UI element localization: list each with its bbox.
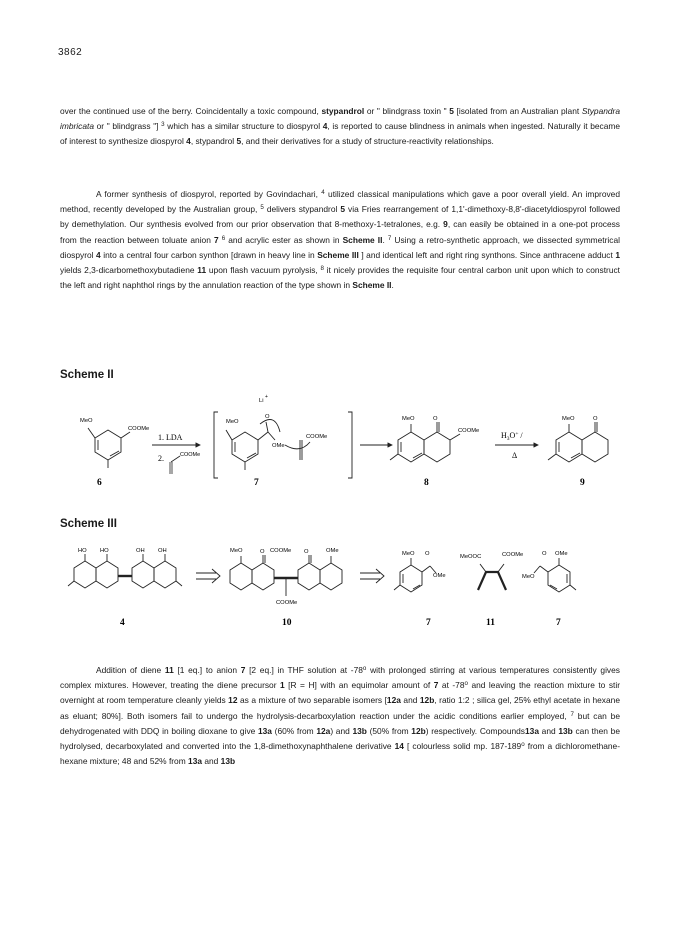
hydroxy-label: OH [136, 548, 145, 554]
text-run: [1 eq.] to anion [173, 665, 241, 675]
compound-6-label: 6 [97, 478, 102, 488]
text-run: Addition of diene [96, 665, 165, 675]
meo-label: MeO [402, 416, 415, 422]
bold-text: 13a [188, 756, 203, 767]
text-run: . [391, 280, 394, 291]
text-run: , stypandrol [190, 136, 237, 147]
compound-6-structure [88, 428, 130, 468]
retrosynthetic-arrow [360, 569, 384, 583]
compound-4-structure [68, 554, 182, 588]
paragraph-2 [60, 187, 620, 293]
compound-9-label: 9 [580, 478, 585, 488]
text-run: Using a retro-synthetic approach, we dissected symmetrical diospyrol [60, 234, 620, 260]
meo-label: MeO [402, 551, 415, 557]
text-run: or " blindgrass "] [93, 121, 162, 132]
text-run: and leaving the reaction mixture to stir overnight at room temperature cleanly yields [60, 680, 621, 706]
scheme-2-diagram [0, 390, 680, 500]
text-run: and [538, 725, 559, 736]
page-number: 3862 [58, 47, 83, 58]
compound-11-structure [478, 572, 506, 590]
text-run: from a dichloromethane-hexane mixture; 48 and 52% from [60, 741, 620, 767]
meo-label: MeO [80, 418, 93, 424]
bold-text: 4 [322, 121, 328, 132]
compound-7-label: 7 [254, 478, 259, 488]
compound-7-left-structure [394, 558, 436, 592]
bold-text: Scheme II [352, 280, 392, 291]
text-run: ] and identical left and right ring synthons. Since anthracene adduct [358, 249, 616, 260]
meo-label: MeO [522, 574, 535, 580]
meo-label: MeO [562, 416, 575, 422]
bold-text: 12a [316, 725, 331, 736]
superscript: 7 [387, 234, 392, 242]
ketone-o-label: O [304, 549, 309, 555]
text-run: can then be hydrolysed, decarboxylated and converted into the 1,8-dimethoxynaphthalene derivative [60, 725, 620, 752]
superscript: 5 [260, 204, 264, 212]
compound-9-structure [548, 422, 608, 462]
text-run: and [400, 695, 420, 706]
heat-label: Δ [512, 451, 518, 460]
bold-text: 14 [394, 741, 404, 752]
text-run: A former synthesis of diospyrol, reported by Govindachari, [96, 189, 322, 199]
lithium-label: Li [259, 398, 264, 404]
text-run: at -78 [438, 680, 465, 691]
bold-text: 7 [433, 680, 439, 691]
compound-7-label: 7 [426, 618, 431, 628]
superscript: 4 [321, 189, 325, 196]
superscript: 8 [320, 265, 324, 273]
bold-text: 4 [96, 249, 101, 260]
hydroxy-label: HO [78, 548, 87, 554]
italic-text: Stypandra imbricata [60, 106, 620, 132]
bold-text: Scheme III [317, 249, 359, 260]
bold-text: 11 [197, 265, 207, 276]
compound-4-label: 4 [120, 618, 125, 628]
o-minus-label: O [265, 414, 270, 420]
compound-7-right-structure [534, 558, 576, 592]
text-run: [ colourless solid mp. 187-189 [403, 741, 522, 752]
text-run: ) respectively. Compounds [425, 725, 525, 736]
bold-text: 13a [257, 725, 272, 736]
plus-sign: + [265, 394, 268, 400]
ome-label: OMe [272, 443, 285, 449]
bold-text: 13b [352, 725, 367, 736]
compound-10-label: 10 [282, 618, 292, 628]
text-run: and [202, 756, 221, 767]
text-run: with prolonged stirring at various temperatures consistently gives complex mixtures. However, treating the diene precursor [60, 665, 620, 691]
ketone-o-label: O [260, 549, 265, 555]
superscript: o [521, 741, 525, 749]
compound-8-structure [390, 422, 460, 462]
reagent-lda: 1. LDA [158, 433, 183, 442]
bold-text: 1 [615, 249, 621, 260]
superscript: 6 [221, 234, 226, 242]
text-run: via Fries rearrangement of 1,1'-dimethoxy-8,8'-diacetyldiospyrol followed by demethylation. Our synthesis evolved from our prior observation that 8-methoxy-1-tetralones, e.g. [60, 204, 621, 230]
text-run: it nicely provides the requisite four central carbon unit upon which to construct the left and right naphthol rings by the annulation reaction of the type shown in [60, 265, 620, 291]
superscript: o [464, 680, 468, 688]
meooc-label: MeOOC [460, 554, 482, 560]
meo-label: MeO [230, 548, 243, 554]
acrylate-structure [170, 456, 180, 474]
coome-label: COOMe [502, 552, 524, 558]
paragraph-3 [60, 663, 620, 769]
text-run: , ratio 1:2 ; silica gel, 25% ethyl acetate in hexane as eluant; 80%]. Both isomers fail to undergo the hydrolysis-decarboxylation reaction under the acidic conditions earlier employed, [60, 695, 620, 721]
coome-label: COOMe [306, 434, 328, 440]
reagent-step-2: 2. [158, 454, 164, 463]
acrylate-coome-label: COOMe [180, 452, 201, 458]
scheme-3-diagram [0, 540, 680, 640]
meo-label: MeO [226, 419, 239, 425]
text-run: (50% from [366, 725, 412, 736]
text-run: [2 eq.] in THF solution at -78 [245, 665, 363, 675]
paragraph-1 [60, 104, 620, 150]
bold-text: 13a [525, 725, 539, 736]
bold-text: 5 [449, 106, 454, 116]
bold-text: 7 [213, 234, 219, 245]
coome-label: COOMe [276, 600, 298, 606]
ome-label: OMe [555, 551, 568, 557]
compound-10-structure [230, 555, 342, 596]
bold-text: 12b [411, 725, 426, 736]
compound-7-structure [226, 420, 310, 471]
text-run: [R = H] with an equimolar amount of [284, 680, 434, 691]
text-run: ) and [330, 725, 353, 736]
bold-text: 11 [164, 665, 174, 675]
ome-label: OMe [326, 548, 339, 554]
bold-text: 9 [443, 219, 448, 230]
text-run: upon flash vacuum pyrolysis, [206, 265, 321, 276]
text-run: [isolated from an Australian plant [453, 106, 582, 116]
hydroxy-label: OH [158, 548, 167, 554]
bold-text: 1 [280, 680, 285, 691]
ketone-o-label: O [433, 416, 438, 422]
bold-text: 12b [419, 695, 435, 706]
compound-11-label: 11 [486, 618, 495, 628]
bold-text: 12 [228, 695, 238, 706]
compound-8-label: 8 [424, 478, 429, 488]
text-run: which has a similar structure to diospyrol [164, 121, 323, 132]
text-run: as a mixture of two separable isomers [ [237, 695, 387, 706]
coome-label: COOMe [128, 426, 150, 432]
ketone-o-label: O [593, 416, 598, 422]
text-run: and acrylic ester as shown in [225, 234, 343, 245]
superscript: 3 [161, 121, 165, 129]
ome-label: OMe [433, 573, 446, 579]
scheme-3-heading: Scheme III [60, 518, 117, 530]
scheme-2-heading: Scheme II [60, 369, 114, 381]
bold-text: 13b [558, 725, 573, 736]
o-minus-label: O [542, 551, 547, 557]
bold-text: 5 [236, 136, 242, 147]
text-run: yields 2,3-dicarbomethoxybutadiene [60, 265, 198, 276]
text-run: delivers stypandrol [263, 204, 341, 215]
bold-text: Scheme II [342, 234, 383, 245]
text-run: over the continued use of the berry. Coincidentally a toxic compound, [60, 106, 322, 116]
text-run: . [382, 234, 388, 245]
text-run: or " blindgrass toxin " [364, 106, 450, 116]
text-run: utilized classical manipulations which gave a poor overall yield. An improved method, recently developed by the Australian group, [60, 189, 621, 215]
text-run: but can be dehydrogenated with DDQ in boiling dioxane to give [60, 710, 620, 736]
text-run: into a central four carbon synthon [drawn in heavy line in [100, 249, 318, 260]
reagent-h3o: $H_3O^+$ / [501, 431, 523, 442]
retrosynthetic-arrow [196, 569, 220, 583]
text-run: , can easily be obtained in a one-pot process from the reaction between toluate anion [60, 219, 620, 245]
text-run: (60% from [271, 725, 317, 736]
bold-text: 5 [340, 204, 346, 215]
bold-text: 4 [186, 136, 191, 147]
text-run: , is reported to cause blindness in animals when ingested. Naturally it became of interest to synthesize diospyrol [60, 121, 620, 147]
compound-7-label: 7 [556, 618, 561, 628]
bold-text: 13b [220, 756, 236, 767]
text-run: , and their derivatives for a study of structure-reactivity relationships. [241, 136, 494, 147]
hydroxy-label: HO [100, 548, 109, 554]
coome-label: COOMe [458, 428, 480, 434]
superscript: o [362, 665, 367, 672]
superscript: 7 [570, 710, 574, 718]
o-minus-label: O [425, 551, 430, 557]
bold-text: 7 [240, 665, 246, 675]
coome-label: COOMe [270, 548, 292, 554]
bold-text: stypandrol [321, 106, 365, 116]
bold-text: 12a [386, 695, 401, 706]
